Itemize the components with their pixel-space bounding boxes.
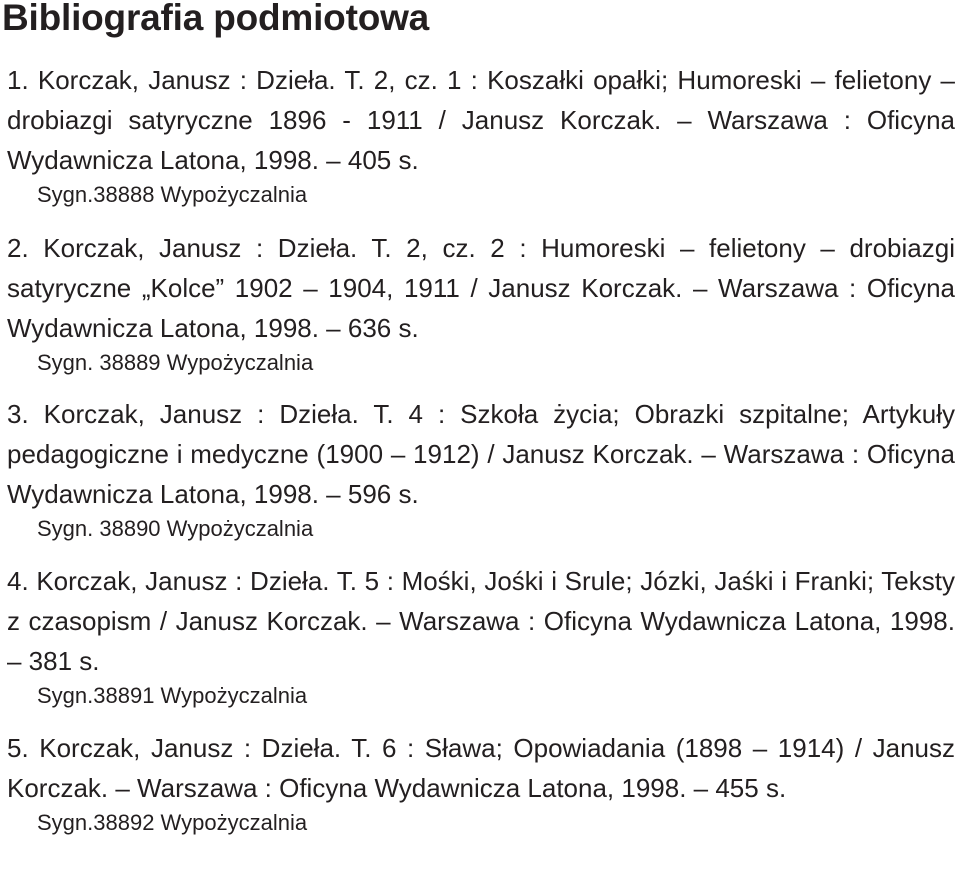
entry-number: 2. [7, 233, 29, 263]
entry-call-number: Sygn. 38890 Wypożyczalnia [37, 516, 314, 541]
entry-number: 5. [7, 733, 29, 763]
bibliography-entry [7, 60, 955, 209]
entry-number: 3. [7, 399, 29, 429]
entry-description [7, 228, 955, 348]
entry-text: Korczak, Janusz : Dzieła. T. 5 : Mośki, Jośki i Srule; Józki, Jaśki i Franki; Teksty z czasopism / Janusz Korczak. – Warszawa : Oficyna Wydawnicza Latona, 1998. – 381 s. [7, 566, 955, 676]
bibliography-entry [7, 394, 955, 543]
entry-description [7, 60, 955, 180]
entry-description [7, 394, 955, 514]
entry-call-number: Sygn.38891 Wypożyczalnia [37, 683, 308, 708]
entry-call-number: Sygn. 38889 Wypożyczalnia [37, 350, 314, 375]
entry-text: Korczak, Janusz : Dzieła. T. 6 : Sława; Opowiadania (1898 – 1914) / Janusz Korczak. – Warszawa : Oficyna Wydawnicza Latona, 1998. – 455 s. [7, 733, 955, 803]
entry-text: Korczak, Janusz : Dzieła. T. 4 : Szkoła życia; Obrazki szpitalne; Artykuły pedagogiczne i medyczne (1900 – 1912) / Janusz Korczak. – Warszawa : Oficyna Wydawnicza Latona, 1998. – 596 s. [7, 399, 955, 509]
entry-call-number: Sygn.38892 Wypożyczalnia [37, 810, 308, 835]
bibliography-entry [7, 561, 955, 710]
entry-description [7, 561, 955, 681]
bibliography-entry [7, 728, 955, 837]
page-title: Bibliografia podmiotowa [2, 0, 430, 38]
entry-text: Korczak, Janusz : Dzieła. T. 2, cz. 1 : Koszałki opałki; Humoreski – felietony – drobiazgi satyryczne 1896 - 1911 / Janusz Korczak. – Warszawa : Oficyna Wydawnicza Latona, 1998. – 405 s. [7, 65, 955, 175]
entry-text: Korczak, Janusz : Dzieła. T. 2, cz. 2 : Humoreski – felietony – drobiazgi satyryczne „Kolce” 1902 – 1904, 1911 / Janusz Korczak. – Warszawa : Oficyna Wydawnicza Latona, 1998. – 636 s. [7, 233, 955, 343]
entry-description [7, 728, 955, 808]
entry-number: 4. [7, 566, 29, 596]
bibliography-entry [7, 228, 955, 377]
entry-call-number: Sygn.38888 Wypożyczalnia [37, 182, 308, 207]
entry-number: 1. [7, 65, 29, 95]
